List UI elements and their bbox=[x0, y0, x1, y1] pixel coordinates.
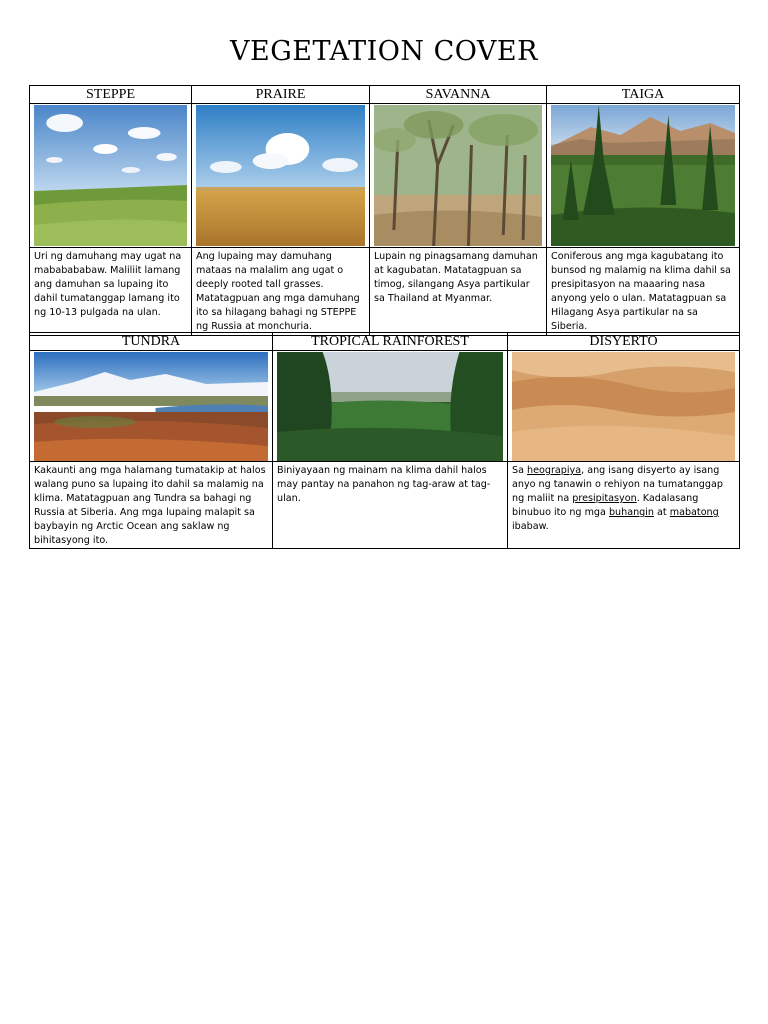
praire-image bbox=[196, 105, 365, 246]
savanna-description: Lupain ng pinagsamang damuhan at kagubatan. Matatagpuan sa timog, silangang Asya partikular sa Thailand at Myanmar. bbox=[374, 251, 538, 304]
praire-header: PRAIRE bbox=[192, 86, 370, 104]
tundra-image bbox=[34, 352, 268, 461]
buhangin-link[interactable]: buhangin bbox=[608, 507, 654, 518]
disyerto-text-1: Sa bbox=[512, 465, 528, 476]
disyerto-text-2: , ang isang disyerto ay isang anyo ng tanawin o rehiyon na tumatanggap ng maliit na bbox=[512, 465, 723, 504]
presipitasyon-link[interactable]: presipitasyon bbox=[572, 493, 637, 504]
taiga-header: TAIGA bbox=[547, 86, 740, 104]
rainforest-header: TROPICAL RAINFOREST bbox=[273, 333, 508, 351]
savanna-image bbox=[374, 105, 542, 246]
taiga-description: Coniferous ang mga kagubatang ito bunsod ng malamig na klima dahil sa presipitasyon na maaaring nasa anyong yelo o ulan. Matatagpuan sa Hilagang Asya partikular na sa Siberia. bbox=[551, 251, 731, 332]
steppe-header: STEPPE bbox=[30, 86, 192, 104]
disyerto-description bbox=[508, 462, 739, 534]
steppe-image bbox=[34, 105, 187, 246]
heograpiya-link[interactable]: heograpiya bbox=[527, 465, 582, 476]
disyerto-text-3: . Kadalasang binubuo ito ng mga bbox=[512, 493, 699, 518]
disyerto-image bbox=[512, 352, 735, 461]
disyerto-text-5: ibabaw. bbox=[512, 521, 549, 532]
rainforest-image bbox=[277, 352, 503, 461]
savanna-header: SAVANNA bbox=[370, 86, 547, 104]
tundra-description: Kakaunti ang mga halamang tumatakip at halos walang puno sa lupaing ito dahil sa malamig na klima. Matatagpuan ang Tundra sa bahagi ng Russia at Siberia. Ang mga lupaing malapit sa baybayin ng Arctic Ocean ang saklaw ng bihitasyong ito. bbox=[34, 465, 266, 546]
mabatong-link[interactable]: mabatong bbox=[669, 507, 719, 518]
disyerto-header: DISYERTO bbox=[508, 333, 740, 351]
tundra-header: TUNDRA bbox=[30, 333, 273, 351]
page-title: VEGETATION COVER bbox=[230, 36, 538, 67]
biome-table-row2 bbox=[29, 332, 740, 549]
biome-table-row1 bbox=[29, 85, 740, 336]
rainforest-description: Biniyayaan ng mainam na klima dahil halos may pantay na panahon ng tag-araw at tag-ulan. bbox=[277, 465, 491, 504]
disyerto-text-4: at bbox=[653, 507, 670, 518]
praire-description: Ang lupaing may damuhang mataas na malalim ang ugat o deeply rooted tall grasses. Matatagpuan ang mga damuhang ito sa hilagang bahagi ng STEPPE ng Russia at monchuria. bbox=[196, 251, 360, 332]
taiga-image bbox=[551, 105, 735, 246]
steppe-description: Uri ng damuhang may ugat na mababababaw. Maliliit lamang ang damuhan sa lupaing ito dahil tumatanggap lamang ito ng 10-13 pulgada na ulan. bbox=[34, 251, 182, 318]
